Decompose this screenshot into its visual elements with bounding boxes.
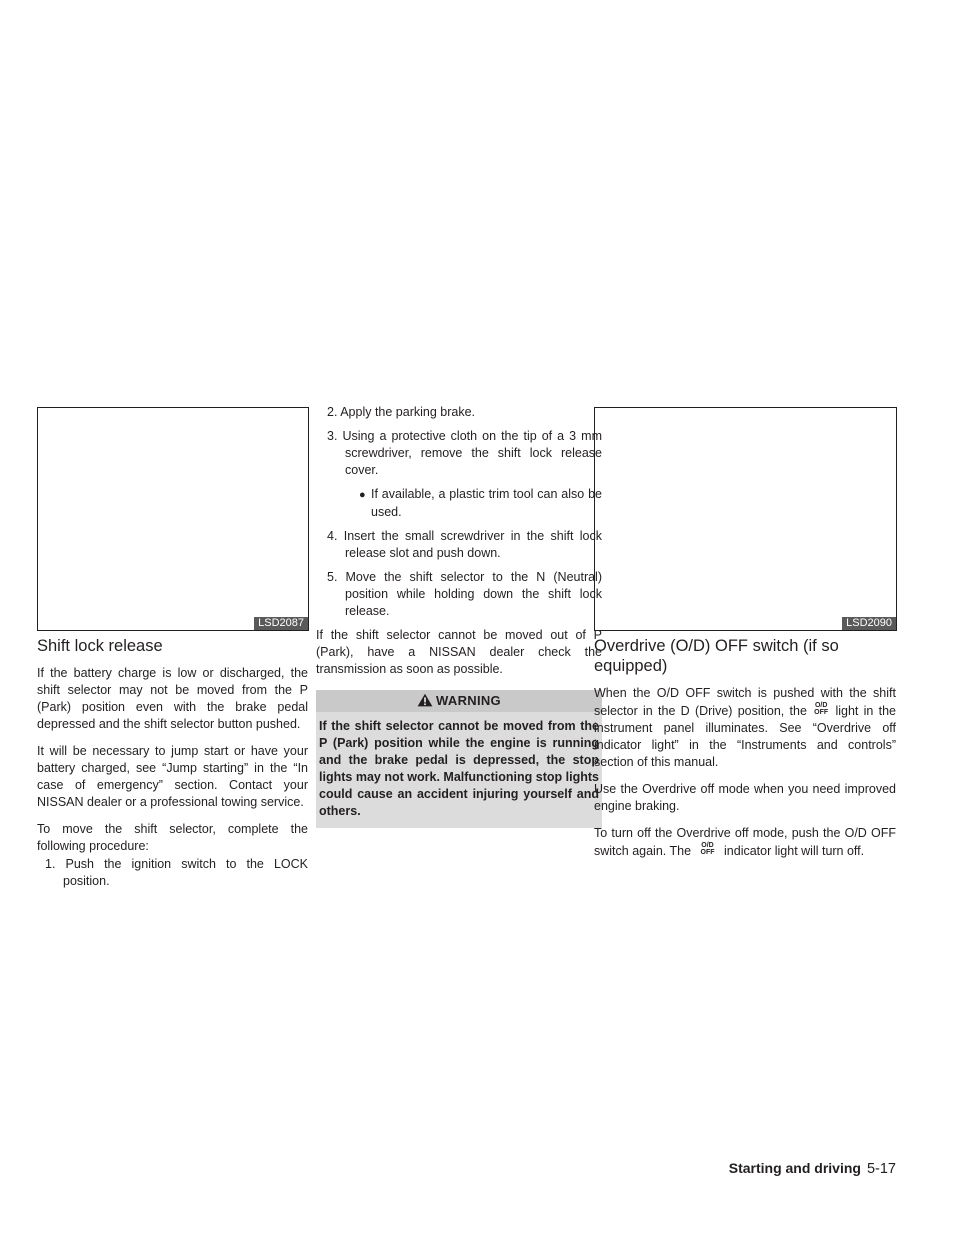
paragraph: If the shift selector cannot be moved out of P (Park), have a NISSAN dealer check the transmission as soon as possible. bbox=[316, 628, 602, 676]
column-middle bbox=[316, 404, 602, 828]
figure-label: LSD2090 bbox=[842, 617, 896, 630]
figure-label: LSD2087 bbox=[254, 617, 308, 630]
procedure-step-1: 1. Push the ignition switch to the LOCK position. bbox=[45, 857, 308, 888]
figure-overdrive bbox=[594, 407, 897, 631]
procedure-step-5: 5. Move the shift selector to the N (Neutral) position while holding down the shift lock release. bbox=[327, 570, 602, 618]
od-off-icon: O/D OFF bbox=[700, 842, 715, 856]
warning-triangle-icon bbox=[417, 693, 433, 707]
warning-header bbox=[316, 690, 602, 712]
column-right bbox=[594, 636, 896, 870]
column-left bbox=[37, 636, 308, 897]
figure-shift-lock bbox=[37, 407, 309, 631]
warning-box bbox=[316, 690, 602, 828]
procedure-step-3: 3. Using a protective cloth on the tip of a 3 mm screwdriver, remove the shift lock release cover. bbox=[327, 429, 602, 477]
paragraph: It will be necessary to jump start or have your battery charged, see “Jump starting” in the “In case of emergency” section. Contact your NISSAN dealer or a professional towing service. bbox=[37, 744, 308, 809]
page-footer bbox=[729, 1160, 896, 1177]
warning-text: If the shift selector cannot be moved from the P (Park) position while the engine is running and the brake pedal is depressed, the stop lights may not work. Malfunctioning stop lights could cause an accident injuring yourself and others. bbox=[319, 719, 599, 818]
footer-section-title: Starting and driving bbox=[728, 1160, 861, 1176]
procedure-step-2: 2. Apply the parking brake. bbox=[327, 405, 476, 419]
od-off-icon: O/D OFF bbox=[814, 702, 829, 716]
procedure-step-4: 4. Insert the small screwdriver in the shift lock release slot and push down. bbox=[327, 529, 602, 560]
warning-title: WARNING bbox=[436, 693, 501, 708]
paragraph: Use the Overdrive off mode when you need improved engine braking. bbox=[594, 782, 896, 813]
page-number: 5-17 bbox=[866, 1161, 896, 1177]
section-heading-overdrive: Overdrive (O/D) OFF switch (if so equipped) bbox=[594, 637, 839, 675]
paragraph: If the battery charge is low or discharged, the shift selector may not be moved from the P (Park) position even with the brake pedal depressed and the shift selector button pushed. bbox=[37, 666, 308, 731]
bullet-icon: ● bbox=[359, 489, 366, 501]
section-heading-shift-lock: Shift lock release bbox=[37, 637, 163, 655]
paragraph: To turn off the Overdrive off mode, push the O/D OFF switch again. The O/D OFF indicator light will turn off. bbox=[594, 826, 896, 858]
paragraph: When the O/D OFF switch is pushed with the shift selector in the D (Drive) position, the O/D OFF light in the instrument panel illuminates. See “Overdrive off indicator light” in the “Instruments and controls” section of this manual. bbox=[594, 686, 896, 769]
paragraph: To move the shift selector, complete the following procedure: bbox=[37, 822, 308, 853]
procedure-bullet: ● If available, a plastic trim tool can also be used. bbox=[359, 487, 602, 519]
